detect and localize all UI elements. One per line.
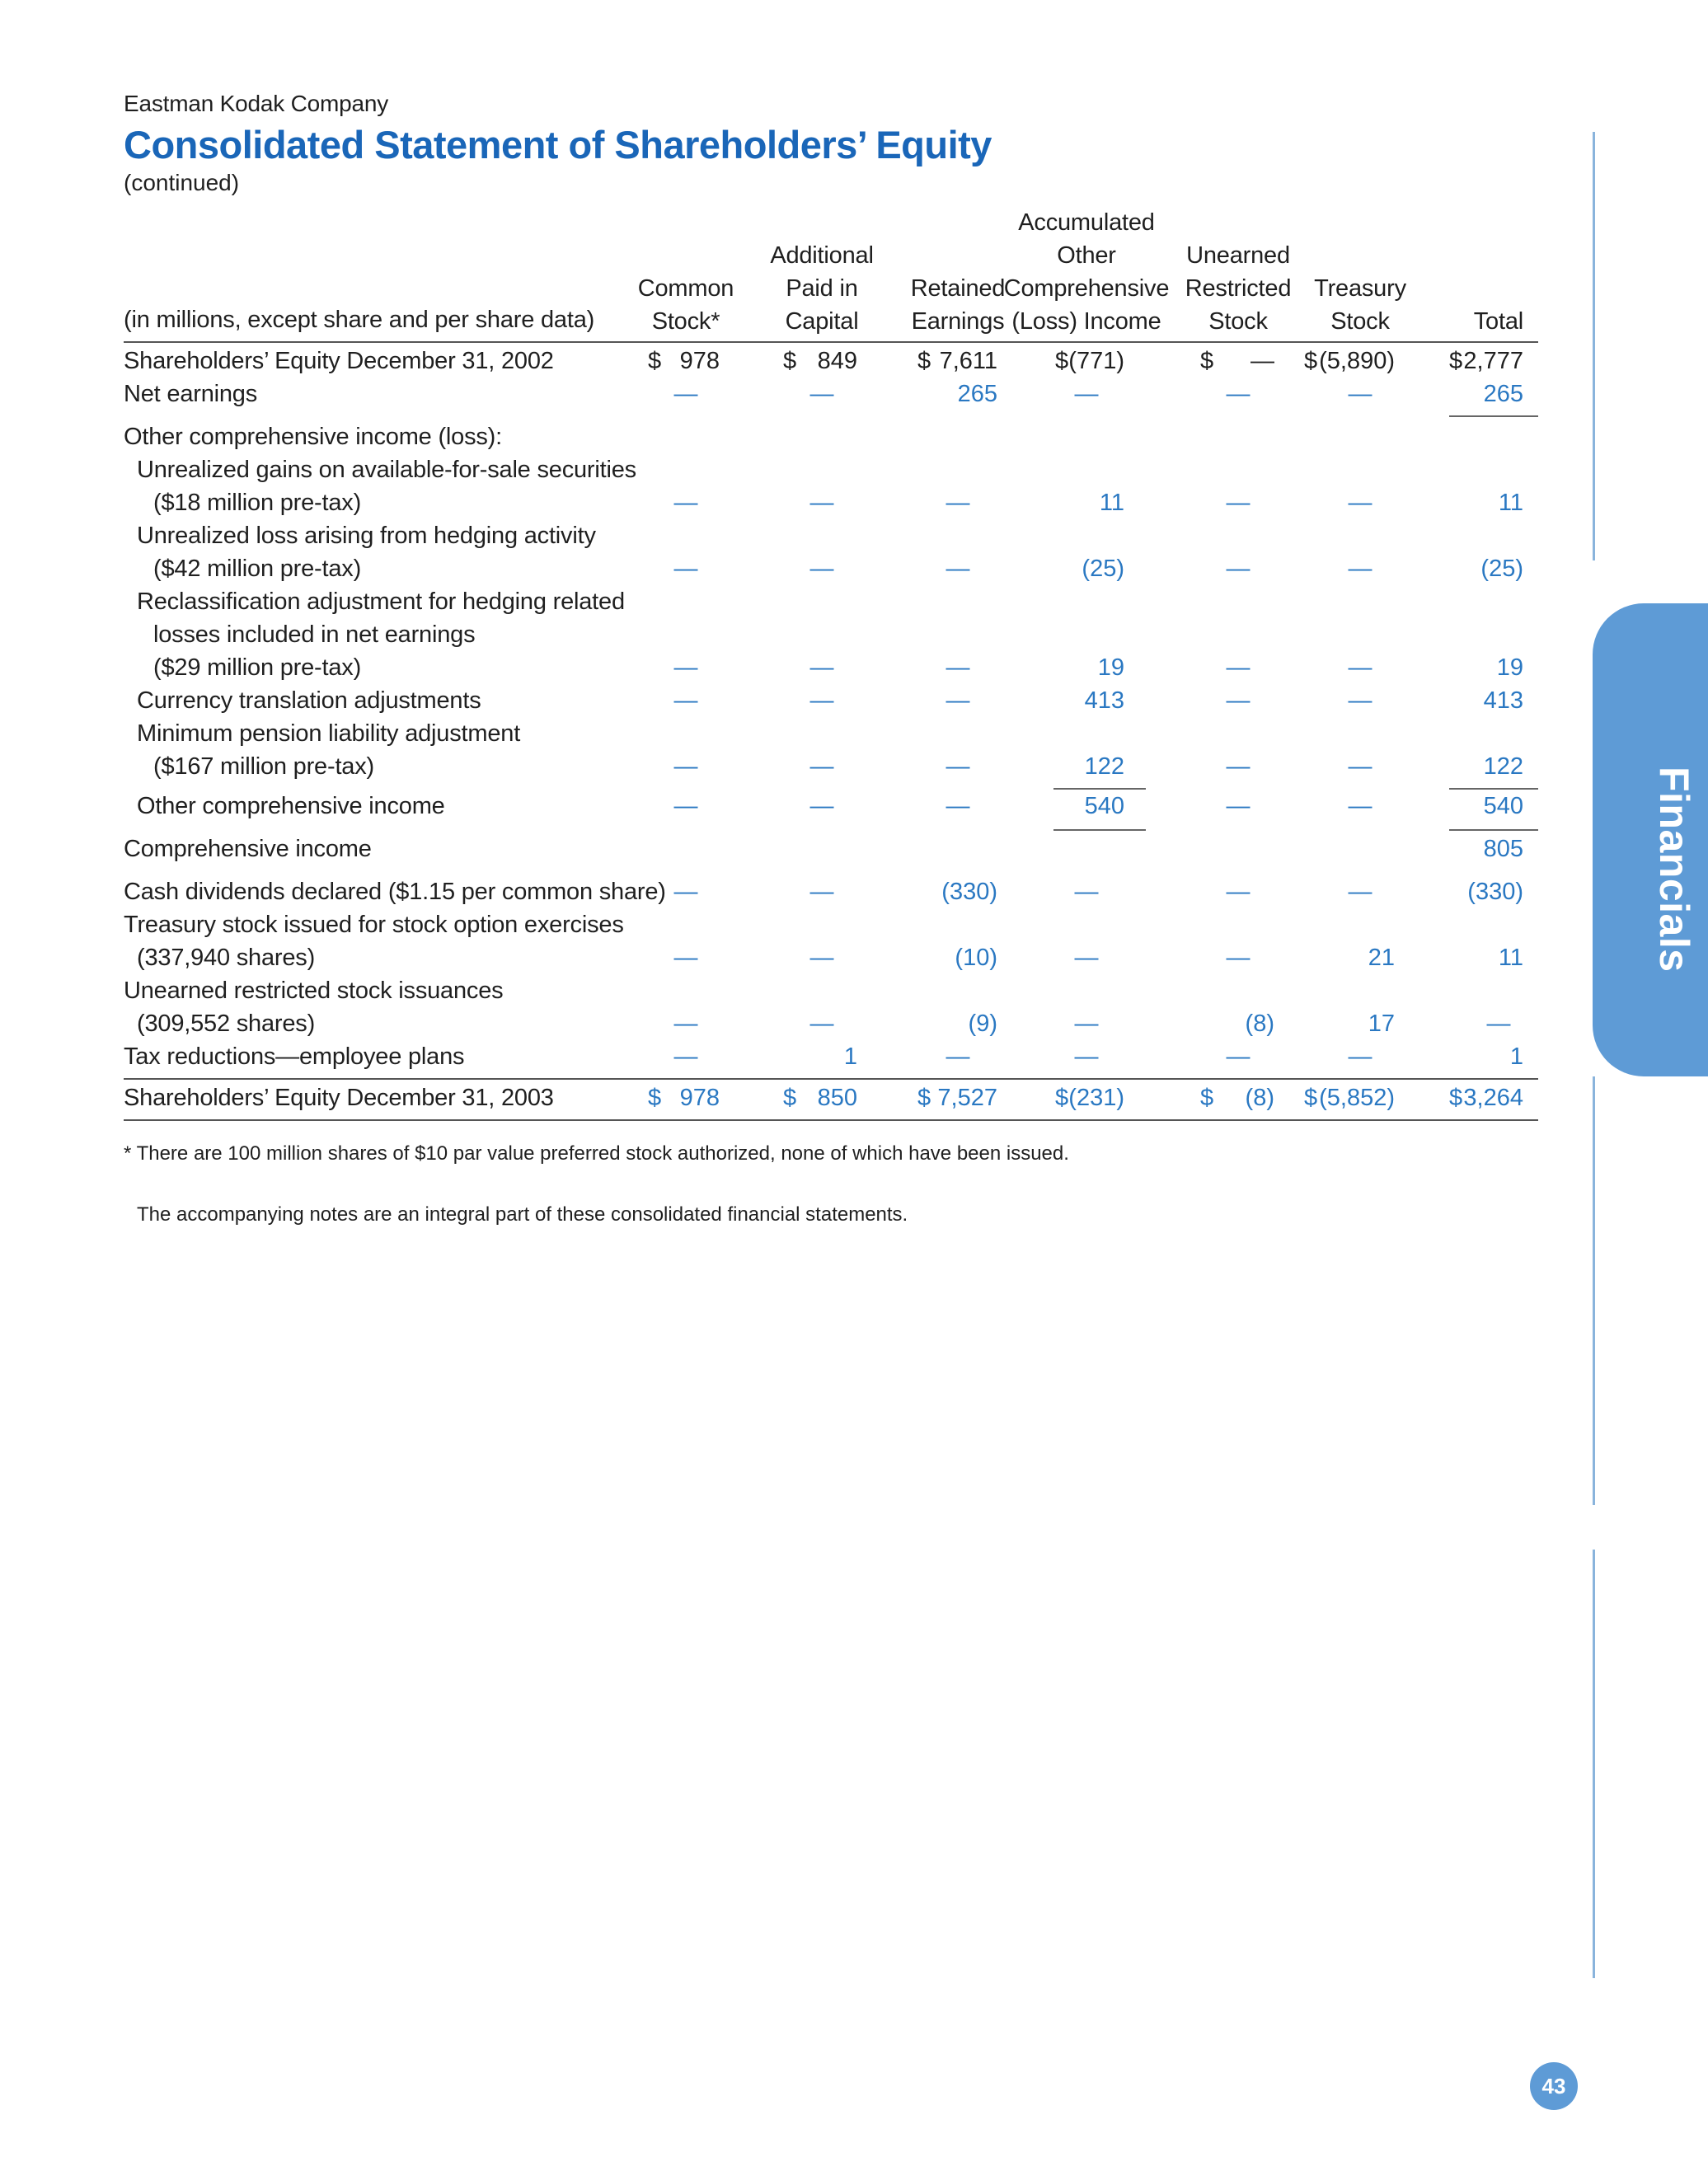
table-cell: 805 xyxy=(1483,836,1523,862)
subtotal-rule xyxy=(1053,788,1146,790)
amount: (5,852) xyxy=(1319,1085,1395,1111)
table-cell: — xyxy=(673,945,698,971)
page-title: Consolidated Statement of Shareholders’ Equity xyxy=(124,123,992,166)
row-label: Cash dividends declared ($1.15 per common share) xyxy=(124,879,666,905)
currency-symbol: $ xyxy=(648,1085,662,1111)
table-cell: (25) xyxy=(1082,556,1124,582)
column-header-line: Retained xyxy=(910,275,1006,302)
row-label: ($42 million pre-tax) xyxy=(153,556,362,582)
table-cell: — xyxy=(1074,381,1099,407)
table-cell: — xyxy=(673,654,698,681)
table-cell: — xyxy=(809,687,834,714)
subtotal-rule xyxy=(1449,788,1538,790)
table-cell: — xyxy=(946,753,970,780)
amount: 7,527 xyxy=(937,1085,997,1111)
row-label: Shareholders’ Equity December 31, 2002 xyxy=(124,348,554,374)
table-cell xyxy=(1134,348,1274,375)
table-cell: — xyxy=(1226,1043,1250,1070)
table-cell: — xyxy=(1348,1043,1372,1070)
table-cell: 11 xyxy=(1498,945,1523,971)
column-header-line: Common xyxy=(637,275,734,302)
column-header-line: (Loss) Income xyxy=(1011,308,1161,335)
table-cell: — xyxy=(1348,793,1372,819)
column-header-line: Paid in xyxy=(786,275,858,302)
table-cell: — xyxy=(809,793,834,819)
table-cell: 540 xyxy=(1084,793,1124,819)
table-cell: — xyxy=(1348,879,1372,905)
table-cell xyxy=(1255,348,1395,375)
side-border-line xyxy=(1593,1076,1595,1505)
table-cell: — xyxy=(809,945,834,971)
table-cell: — xyxy=(673,753,698,780)
page-subtitle: (continued) xyxy=(124,170,240,195)
table-cell xyxy=(1255,1085,1395,1112)
row-label: losses included in net earnings xyxy=(153,621,476,648)
table-cell: 11 xyxy=(1498,490,1523,516)
table-cell: (25) xyxy=(1480,556,1523,582)
table-cell: — xyxy=(1226,654,1250,681)
row-label: Comprehensive income xyxy=(124,836,372,862)
table-cell: 1 xyxy=(843,1043,857,1070)
table-cell xyxy=(857,348,997,375)
side-border-line xyxy=(1593,132,1595,560)
page-number: 43 xyxy=(1530,2062,1578,2110)
footnote: * There are 100 million shares of $10 par value preferred stock authorized, none of which have been issued. xyxy=(124,1142,1069,1165)
table-cell: — xyxy=(809,490,834,516)
row-label: Unearned restricted stock issuances xyxy=(124,978,504,1004)
row-label: Net earnings xyxy=(124,381,258,407)
amount: — xyxy=(1250,348,1274,374)
table-cell: 540 xyxy=(1483,793,1523,819)
table-cell: 265 xyxy=(1483,381,1523,407)
table-cell: — xyxy=(1074,1011,1099,1037)
table-cell: 11 xyxy=(1099,490,1124,516)
row-label: Other comprehensive income (loss): xyxy=(124,424,502,450)
table-cell: — xyxy=(1226,490,1250,516)
currency-symbol: $ xyxy=(783,348,797,374)
subtotal-rule xyxy=(1053,829,1146,831)
table-cell: — xyxy=(1074,1043,1099,1070)
currency-symbol: $ xyxy=(1304,1085,1318,1111)
table-cell: — xyxy=(1348,654,1372,681)
table-cell: — xyxy=(946,556,970,582)
row-label: Minimum pension liability adjustment xyxy=(137,720,521,747)
column-header xyxy=(1375,305,1523,338)
row-label: ($29 million pre-tax) xyxy=(153,654,362,681)
table-cell: (330) xyxy=(941,879,997,905)
amount: (5,890) xyxy=(1319,348,1395,374)
table-cell: — xyxy=(809,753,834,780)
table-cell xyxy=(984,1085,1124,1112)
amount: 3,264 xyxy=(1463,1085,1523,1111)
table-cell: — xyxy=(673,1011,698,1037)
currency-symbol: $ xyxy=(648,348,662,374)
row-label: Tax reductions—employee plans xyxy=(124,1043,465,1070)
table-cell: — xyxy=(1074,945,1099,971)
column-header-line: Stock xyxy=(1330,308,1390,335)
table-cell: (8) xyxy=(1245,1011,1274,1037)
table-cell: 122 xyxy=(1084,753,1124,780)
amount: 978 xyxy=(679,348,720,374)
currency-symbol: $ xyxy=(1449,348,1463,374)
table-cell: (10) xyxy=(955,945,997,971)
table-cell: — xyxy=(809,381,834,407)
column-header-line: Accumulated xyxy=(1018,209,1155,236)
table-cell: — xyxy=(1486,1011,1511,1037)
currency-symbol: $ xyxy=(1200,348,1214,374)
table-cell: 17 xyxy=(1368,1011,1395,1037)
total-rule xyxy=(124,1078,1538,1080)
row-label: ($18 million pre-tax) xyxy=(153,490,362,516)
currency-symbol: $ xyxy=(1200,1085,1214,1111)
table-cell: 265 xyxy=(957,381,997,407)
table-cell: — xyxy=(673,556,698,582)
table-cell: — xyxy=(1226,945,1250,971)
amount: 978 xyxy=(679,1085,720,1111)
column-header-line: Stock* xyxy=(651,308,720,335)
table-cell: — xyxy=(946,687,970,714)
table-cell: 413 xyxy=(1483,687,1523,714)
row-label: Shareholders’ Equity December 31, 2003 xyxy=(124,1085,554,1111)
table-cell: 19 xyxy=(1097,654,1124,681)
column-header-line: Comprehensive xyxy=(1003,275,1170,302)
table-cell: — xyxy=(1348,381,1372,407)
currency-symbol: $ xyxy=(1304,348,1318,374)
table-cell xyxy=(1383,348,1523,375)
column-header-line: Treasury xyxy=(1314,275,1406,302)
row-label: Unrealized gains on available-for-sale securities xyxy=(137,457,636,483)
financials-tab-label: Financials xyxy=(1651,767,1697,973)
table-cell: — xyxy=(673,1043,698,1070)
table-cell: 19 xyxy=(1496,654,1523,681)
row-label: (337,940 shares) xyxy=(137,945,316,971)
currency-symbol: $ xyxy=(1055,348,1069,374)
table-cell: — xyxy=(673,793,698,819)
table-cell: — xyxy=(1348,556,1372,582)
row-label: Unrealized loss arising from hedging activity xyxy=(137,523,596,549)
table-cell: — xyxy=(673,879,698,905)
table-cell xyxy=(984,348,1124,375)
table-cell: — xyxy=(673,687,698,714)
table-cell: — xyxy=(1226,879,1250,905)
table-cell: — xyxy=(1226,793,1250,819)
table-cell: — xyxy=(1226,381,1250,407)
column-header-line: Earnings xyxy=(911,308,1005,335)
amount: 850 xyxy=(817,1085,857,1111)
table-cell: — xyxy=(1226,753,1250,780)
row-label: Treasury stock issued for stock option exercises xyxy=(124,912,624,938)
table-cell: — xyxy=(1226,556,1250,582)
units-label: (in millions, except share and per share data) xyxy=(124,307,595,333)
table-cell: — xyxy=(673,490,698,516)
table-cell: — xyxy=(946,490,970,516)
currency-symbol: $ xyxy=(783,1085,797,1111)
currency-symbol: $ xyxy=(917,348,931,374)
table-cell: (330) xyxy=(1467,879,1523,905)
subtotal-rule xyxy=(1449,415,1538,417)
table-cell xyxy=(717,348,857,375)
amount: 7,611 xyxy=(939,348,997,374)
amount: (771) xyxy=(1068,348,1124,374)
table-cell: 413 xyxy=(1084,687,1124,714)
table-cell: — xyxy=(1348,490,1372,516)
table-cell: — xyxy=(946,1043,970,1070)
currency-symbol: $ xyxy=(917,1085,931,1111)
table-cell xyxy=(857,1085,997,1112)
table-cell xyxy=(1134,1085,1274,1112)
column-header-line: Capital xyxy=(785,308,859,335)
row-label: Reclassification adjustment for hedging related xyxy=(137,588,625,615)
table-cell: — xyxy=(946,793,970,819)
table-cell xyxy=(1383,1085,1523,1112)
table-cell: — xyxy=(1348,687,1372,714)
column-header-line: Additional xyxy=(770,242,874,269)
amount: 849 xyxy=(817,348,857,374)
table-cell: — xyxy=(946,654,970,681)
table-cell: — xyxy=(809,556,834,582)
amount: 2,777 xyxy=(1463,348,1523,374)
table-cell xyxy=(580,348,720,375)
table-cell xyxy=(717,1085,857,1112)
subtotal-rule xyxy=(1449,829,1538,831)
column-header-line: Restricted xyxy=(1185,275,1292,302)
table-cell: 1 xyxy=(1509,1043,1523,1070)
total-rule xyxy=(124,1119,1538,1121)
side-border-line xyxy=(1593,1550,1595,1978)
table-cell: — xyxy=(1348,753,1372,780)
table-cell: — xyxy=(673,381,698,407)
currency-symbol: $ xyxy=(1449,1085,1463,1111)
column-header-line: Total xyxy=(1473,308,1523,335)
currency-symbol: $ xyxy=(1055,1085,1069,1111)
header-rule xyxy=(124,341,1538,343)
row-label: (309,552 shares) xyxy=(137,1011,316,1037)
company-name: Eastman Kodak Company xyxy=(124,91,389,116)
table-cell: — xyxy=(1074,879,1099,905)
table-cell: — xyxy=(809,879,834,905)
row-label: Other comprehensive income xyxy=(137,793,445,819)
amount: (8) xyxy=(1245,1085,1274,1111)
amount: (231) xyxy=(1068,1085,1124,1111)
table-cell: (9) xyxy=(968,1011,997,1037)
column-header-line: Unearned xyxy=(1186,242,1290,269)
row-label: ($167 million pre-tax) xyxy=(153,753,374,780)
column-header-line: Stock xyxy=(1208,308,1268,335)
table-cell: 21 xyxy=(1368,945,1395,971)
table-cell: 122 xyxy=(1483,753,1523,780)
column-header-line: Other xyxy=(1057,242,1116,269)
table-cell: — xyxy=(809,1011,834,1037)
table-cell: — xyxy=(809,654,834,681)
table-cell: — xyxy=(1226,687,1250,714)
notes-statement: The accompanying notes are an integral part of these consolidated financial statements. xyxy=(137,1203,908,1226)
row-label: Currency translation adjustments xyxy=(137,687,481,714)
table-cell xyxy=(580,1085,720,1112)
